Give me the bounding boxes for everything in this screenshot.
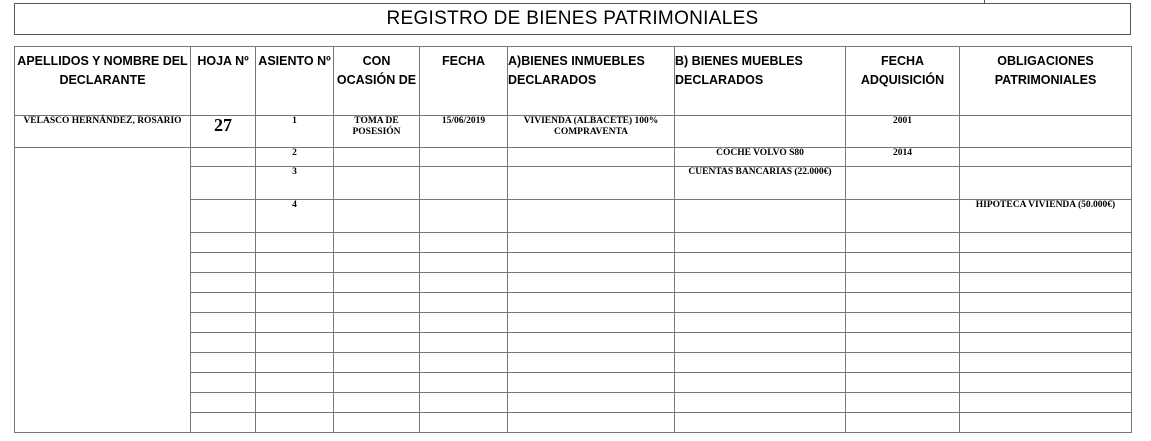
header-row: [15, 47, 1132, 116]
header-fecha-adquisicion: FECHA ADQUISICIÓN: [846, 47, 960, 116]
page-title: REGISTRO DE BIENES PATRIMONIALES: [386, 7, 759, 29]
empty-cell: [256, 233, 334, 253]
empty-cell: [846, 333, 960, 353]
empty-cell: [256, 273, 334, 293]
empty-cell: [508, 293, 675, 313]
cell-muebles: COCHE VOLVO S80: [675, 148, 846, 167]
empty-cell: [960, 373, 1132, 393]
empty-cell: [256, 253, 334, 273]
empty-cell: [334, 313, 420, 333]
cell-inmuebles: [508, 200, 675, 233]
empty-cell: [334, 293, 420, 313]
cell-fecha: [420, 148, 508, 167]
empty-cell: [508, 313, 675, 333]
empty-cell: [508, 373, 675, 393]
cell-asiento: 3: [256, 167, 334, 200]
cell-fecha-adquisicion: 2014: [846, 148, 960, 167]
empty-cell: [191, 413, 256, 433]
cell-obligaciones: [960, 167, 1132, 200]
empty-cell: [960, 333, 1132, 353]
cell-muebles: [675, 116, 846, 148]
cell-asiento: 2: [256, 148, 334, 167]
cell-ocasion: [334, 200, 420, 233]
empty-cell: [334, 273, 420, 293]
empty-cell: [256, 393, 334, 413]
empty-cell: [256, 413, 334, 433]
empty-cell: [420, 313, 508, 333]
cell-ocasion: [334, 148, 420, 167]
empty-cell: [960, 253, 1132, 273]
cell-obligaciones: [960, 116, 1132, 148]
empty-cell: [508, 413, 675, 433]
empty-cell: [191, 353, 256, 373]
cell-obligaciones: [960, 148, 1132, 167]
empty-cell: [846, 273, 960, 293]
empty-cell: [256, 333, 334, 353]
empty-cell: [960, 293, 1132, 313]
empty-cell: [675, 333, 846, 353]
empty-cell: [846, 413, 960, 433]
empty-cell: [675, 273, 846, 293]
cell-declarante: VELASCO HERNÁNDEZ, ROSARIO: [15, 116, 191, 148]
empty-cell: [960, 313, 1132, 333]
empty-cell: [846, 313, 960, 333]
cell-inmuebles: [508, 148, 675, 167]
header-inmuebles: A)BIENES INMUEBLES DECLARADOS: [508, 47, 675, 116]
cell-muebles: CUENTAS BANCARIAS (22.000€): [675, 167, 846, 200]
empty-cell: [508, 393, 675, 413]
empty-cell: [334, 253, 420, 273]
cell-fecha: [420, 200, 508, 233]
empty-cell: [846, 293, 960, 313]
empty-cell: [508, 233, 675, 253]
cell-fecha-adquisicion: [846, 200, 960, 233]
empty-cell: [508, 273, 675, 293]
empty-cell: [334, 353, 420, 373]
empty-cell: [334, 413, 420, 433]
empty-cell: [846, 353, 960, 373]
empty-cell: [960, 273, 1132, 293]
header-ocasion: CON OCASIÓN DE: [334, 47, 420, 116]
empty-cell: [420, 353, 508, 373]
empty-cell: [846, 253, 960, 273]
empty-cell: [508, 253, 675, 273]
empty-cell: [675, 313, 846, 333]
empty-cell: [508, 333, 675, 353]
header-obligaciones: OBLIGACIONES PATRIMONIALES: [960, 47, 1132, 116]
cell-ocasion: [334, 167, 420, 200]
empty-cell: [420, 333, 508, 353]
cell-ocasion: TOMA DE POSESIÓN: [334, 116, 420, 148]
cell-asiento: 1: [256, 116, 334, 148]
header-declarante: APELLIDOS Y NOMBRE DEL DECLARANTE: [15, 47, 191, 116]
title-box: [14, 3, 1131, 35]
cell-inmuebles: [508, 167, 675, 200]
empty-cell: [191, 273, 256, 293]
empty-cell: [960, 413, 1132, 433]
empty-cell: [334, 333, 420, 353]
empty-cell: [334, 233, 420, 253]
empty-cell: [334, 393, 420, 413]
empty-cell: [191, 333, 256, 353]
empty-cell: [960, 233, 1132, 253]
empty-cell: [256, 353, 334, 373]
empty-cell: [675, 373, 846, 393]
cell-declarante-blank: [15, 148, 191, 433]
cell-fecha-adquisicion: [846, 167, 960, 200]
header-fecha: FECHA: [420, 47, 508, 116]
empty-cell: [675, 253, 846, 273]
empty-cell: [420, 233, 508, 253]
empty-cell: [675, 233, 846, 253]
table-row: [15, 116, 1132, 148]
cell-fecha: [420, 167, 508, 200]
empty-cell: [846, 233, 960, 253]
empty-cell: [420, 393, 508, 413]
cell-inmuebles: VIVIENDA (ALBACETE) 100% COMPRAVENTA: [508, 116, 675, 148]
empty-cell: [675, 393, 846, 413]
cell-hoja: [191, 167, 256, 200]
empty-cell: [420, 273, 508, 293]
empty-cell: [191, 233, 256, 253]
header-asiento: ASIENTO Nº: [256, 47, 334, 116]
cell-asiento: 4: [256, 200, 334, 233]
table-row: [15, 148, 1132, 167]
cell-muebles: [675, 200, 846, 233]
register-table: [14, 46, 1132, 433]
empty-cell: [420, 253, 508, 273]
empty-cell: [256, 313, 334, 333]
empty-cell: [960, 353, 1132, 373]
empty-cell: [191, 373, 256, 393]
empty-cell: [420, 293, 508, 313]
empty-cell: [420, 373, 508, 393]
empty-cell: [675, 293, 846, 313]
empty-cell: [191, 293, 256, 313]
empty-cell: [420, 413, 508, 433]
empty-cell: [334, 373, 420, 393]
empty-cell: [191, 313, 256, 333]
empty-cell: [675, 353, 846, 373]
empty-cell: [846, 393, 960, 413]
empty-cell: [256, 293, 334, 313]
cell-obligaciones: HIPOTECA VIVIENDA (50.000€): [960, 200, 1132, 233]
empty-cell: [191, 253, 256, 273]
empty-cell: [846, 373, 960, 393]
empty-cell: [508, 353, 675, 373]
header-muebles: B) BIENES MUEBLES DECLARADOS: [675, 47, 846, 116]
header-hoja: HOJA Nº: [191, 47, 256, 116]
empty-cell: [960, 393, 1132, 413]
empty-cell: [675, 413, 846, 433]
cell-fecha-adquisicion: 2001: [846, 116, 960, 148]
cell-hoja: [191, 200, 256, 233]
empty-cell: [256, 373, 334, 393]
cell-hoja: 27: [191, 116, 256, 148]
cell-hoja: [191, 148, 256, 167]
empty-cell: [191, 393, 256, 413]
cell-fecha: 15/06/2019: [420, 116, 508, 148]
